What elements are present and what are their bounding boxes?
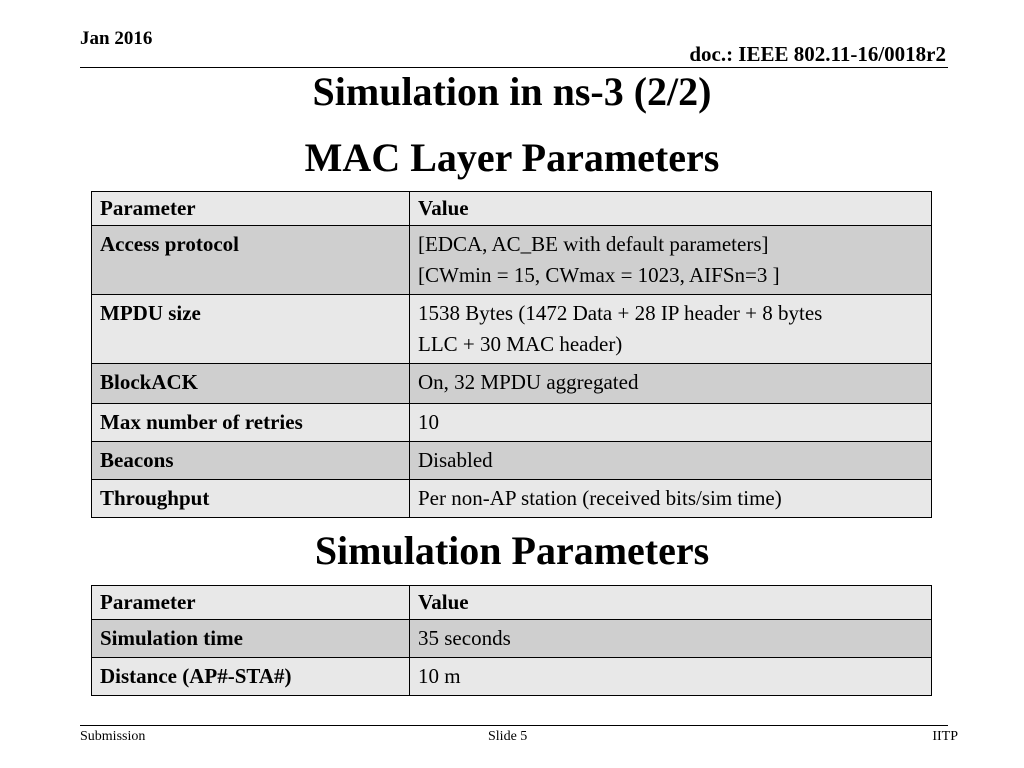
footer-submission: Submission [80, 729, 146, 744]
table-row [92, 364, 932, 404]
value-cell: 10 [410, 404, 932, 442]
param-cell: BlockACK [92, 364, 410, 404]
mac-section-heading: MAC Layer Parameters [304, 135, 720, 180]
table-row [92, 658, 932, 696]
value-cell: Per non-AP station (received bits/sim time) [410, 480, 932, 518]
footer-divider [80, 725, 948, 726]
table-row [92, 480, 932, 518]
value-cell: On, 32 MPDU aggregated [410, 364, 932, 404]
table-header-row [92, 586, 932, 620]
slide-title: Simulation in ns-3 (2/2) [312, 69, 712, 114]
value-cell: 10 m [410, 658, 932, 696]
value-line: [EDCA, AC_BE with default parameters] [418, 232, 769, 256]
param-cell: Throughput [92, 480, 410, 518]
table-header-row [92, 192, 932, 226]
mac-parameters-table [91, 191, 932, 518]
value-cell: Disabled [410, 442, 932, 480]
value-line: 1538 Bytes (1472 Data + 28 IP header + 8 bytes [418, 301, 823, 325]
table-row [92, 620, 932, 658]
sim-section-heading: Simulation Parameters [314, 528, 710, 573]
simulation-parameters-table [91, 585, 932, 696]
param-cell: Simulation time [92, 620, 410, 658]
column-header-value: Value [410, 586, 932, 620]
param-cell: Max number of retries [92, 404, 410, 442]
table-row [92, 295, 932, 364]
value-cell [410, 295, 932, 364]
table-row [92, 404, 932, 442]
header-date: Jan 2016 [80, 28, 153, 49]
value-cell: 35 seconds [410, 620, 932, 658]
param-cell: MPDU size [92, 295, 410, 364]
param-cell: Beacons [92, 442, 410, 480]
column-header-parameter: Parameter [92, 586, 410, 620]
footer-organization: IITP [932, 729, 958, 744]
param-cell: Access protocol [92, 226, 410, 295]
param-cell: Distance (AP#-STA#) [92, 658, 410, 696]
value-line: LLC + 30 MAC header) [418, 332, 623, 356]
footer-slide-number: Slide 5 [488, 729, 528, 744]
value-cell [410, 226, 932, 295]
value-line: [CWmin = 15, CWmax = 1023, AIFSn=3 ] [418, 263, 780, 287]
table-row [92, 226, 932, 295]
table-row [92, 442, 932, 480]
header-doc-id: doc.: IEEE 802.11-16/0018r2 [689, 42, 946, 66]
column-header-parameter: Parameter [92, 192, 410, 226]
column-header-value: Value [410, 192, 932, 226]
